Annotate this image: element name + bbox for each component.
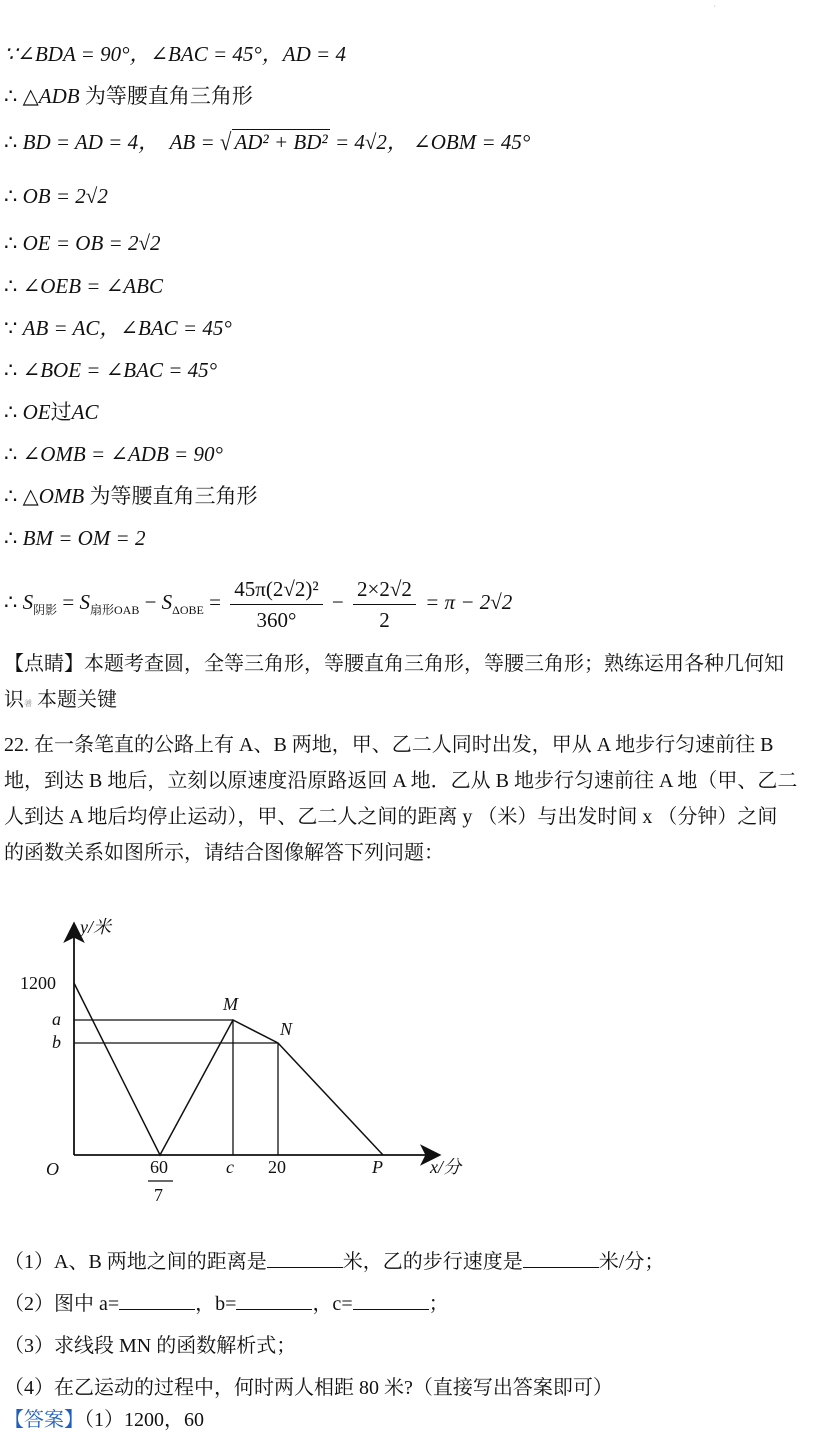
point-n: N <box>280 1019 293 1039</box>
y-axis-label: y/米 <box>80 917 111 937</box>
blank-1[interactable] <box>267 1249 343 1268</box>
x-tick-num: 60 <box>150 1157 168 1177</box>
answer-block: 【答案】（1）1200，60 <box>4 1409 204 1431</box>
solution-line-13: ∴ $S_{阴影} = S_{扇形OAB} - S_{\Delta OBE}$ = $\frac{\text{45π(2√2)²}}{360^\circ}$ − $\frac{2\times 2√2}{2}$ = π − 2√2 <box>4 570 512 642</box>
x-tick-c: c <box>226 1157 234 1177</box>
blank-c[interactable] <box>353 1291 429 1310</box>
blank-b[interactable] <box>236 1291 312 1310</box>
y-tick-1200: 1200 <box>20 973 56 993</box>
blank-a[interactable] <box>119 1291 195 1310</box>
fraction-1: $\frac{\text{45π(2√2)²}}{360^\circ}$ <box>230 574 322 635</box>
fraction-2: $\frac{2\times 2√2}{2}$ <box>353 574 416 635</box>
function-graph <box>20 905 480 1205</box>
comment-block: 【点睛】本题考查圆，全等三角形，等腰直角三角形，等腰三角形；熟练运用各种几何知 识㸙 本题关键 <box>4 653 784 711</box>
x-tick-p: P <box>372 1157 383 1177</box>
origin-label: O <box>46 1159 59 1179</box>
solution-line-10: ∴ ∠OMB = ∠ADB = 90° <box>4 442 223 466</box>
solution-line-6: ∴ ∠OEB = ∠ABC <box>4 274 163 298</box>
comment-tag: 【点睛】 <box>4 653 84 675</box>
x-tick-20: 20 <box>268 1157 286 1177</box>
blank-2[interactable] <box>523 1249 599 1268</box>
y-tick-a: a <box>52 1009 61 1029</box>
sqrt-expression: AD² + BD² <box>234 130 328 154</box>
point-m: M <box>223 994 238 1014</box>
solution-line-8: ∴ ∠BOE = ∠BAC = 45° <box>4 358 218 382</box>
solution-line-11: ∴ △OMB 为等腰直角三角形 <box>4 484 258 508</box>
solution-line-9: ∴ OE过AC <box>4 400 99 424</box>
corner-mark: · <box>713 2 716 11</box>
solution-line-3: ∴ BD = AD = 4， AB = √ AD² + BD² = 4√2， ∠OBM = 45° <box>4 128 531 156</box>
x-tick-den: 7 <box>154 1185 163 1205</box>
x-axis-label: x/分 <box>430 1157 461 1177</box>
solution-line-5: ∴ OE = OB = 2√2 <box>4 231 161 255</box>
problem-22: 22. 在一条笔直的公路上有 A、B 两地，甲、乙二人同时出发，甲从 A 地步行匀速前往 B 地，到达 B 地后，立刻以原速度沿原路返回 A 地．乙从 B 地步行匀速前往 A 地（甲、乙二 人到达 A 地后均停止运动），甲、乙二人之间的距离 y （米）与出发时间 x （分钟）之间 的函数关系如图所示，请结合图像解答下列问题： <box>4 734 798 864</box>
solution-line-2: ∴ △ADB 为等腰直角三角形 <box>4 84 253 108</box>
solution-line-1: ∵∠BDA = 90°，∠BAC = 45°，AD = 4 <box>4 42 346 66</box>
solution-line-12: ∴ BM = OM = 2 <box>4 526 146 550</box>
solution-line-4: ∴ OB = 2√2 <box>4 184 108 208</box>
answer-tag: 【答案】 <box>4 1409 84 1431</box>
solution-line-7: ∵ AB = AC，∠BAC = 45° <box>4 316 232 340</box>
problem-number: 22. <box>4 734 29 756</box>
y-tick-b: b <box>52 1032 61 1052</box>
questions: （1）A、B 两地之间的距离是 米，乙的步行速度是 米/分； （2）图中 a= ，b= ，c= ； （3）求线段 MN 的函数解析式； （4）在乙运动的过程中，何时两人相距 80 米?（直接写出答案即可） <box>4 1251 665 1399</box>
